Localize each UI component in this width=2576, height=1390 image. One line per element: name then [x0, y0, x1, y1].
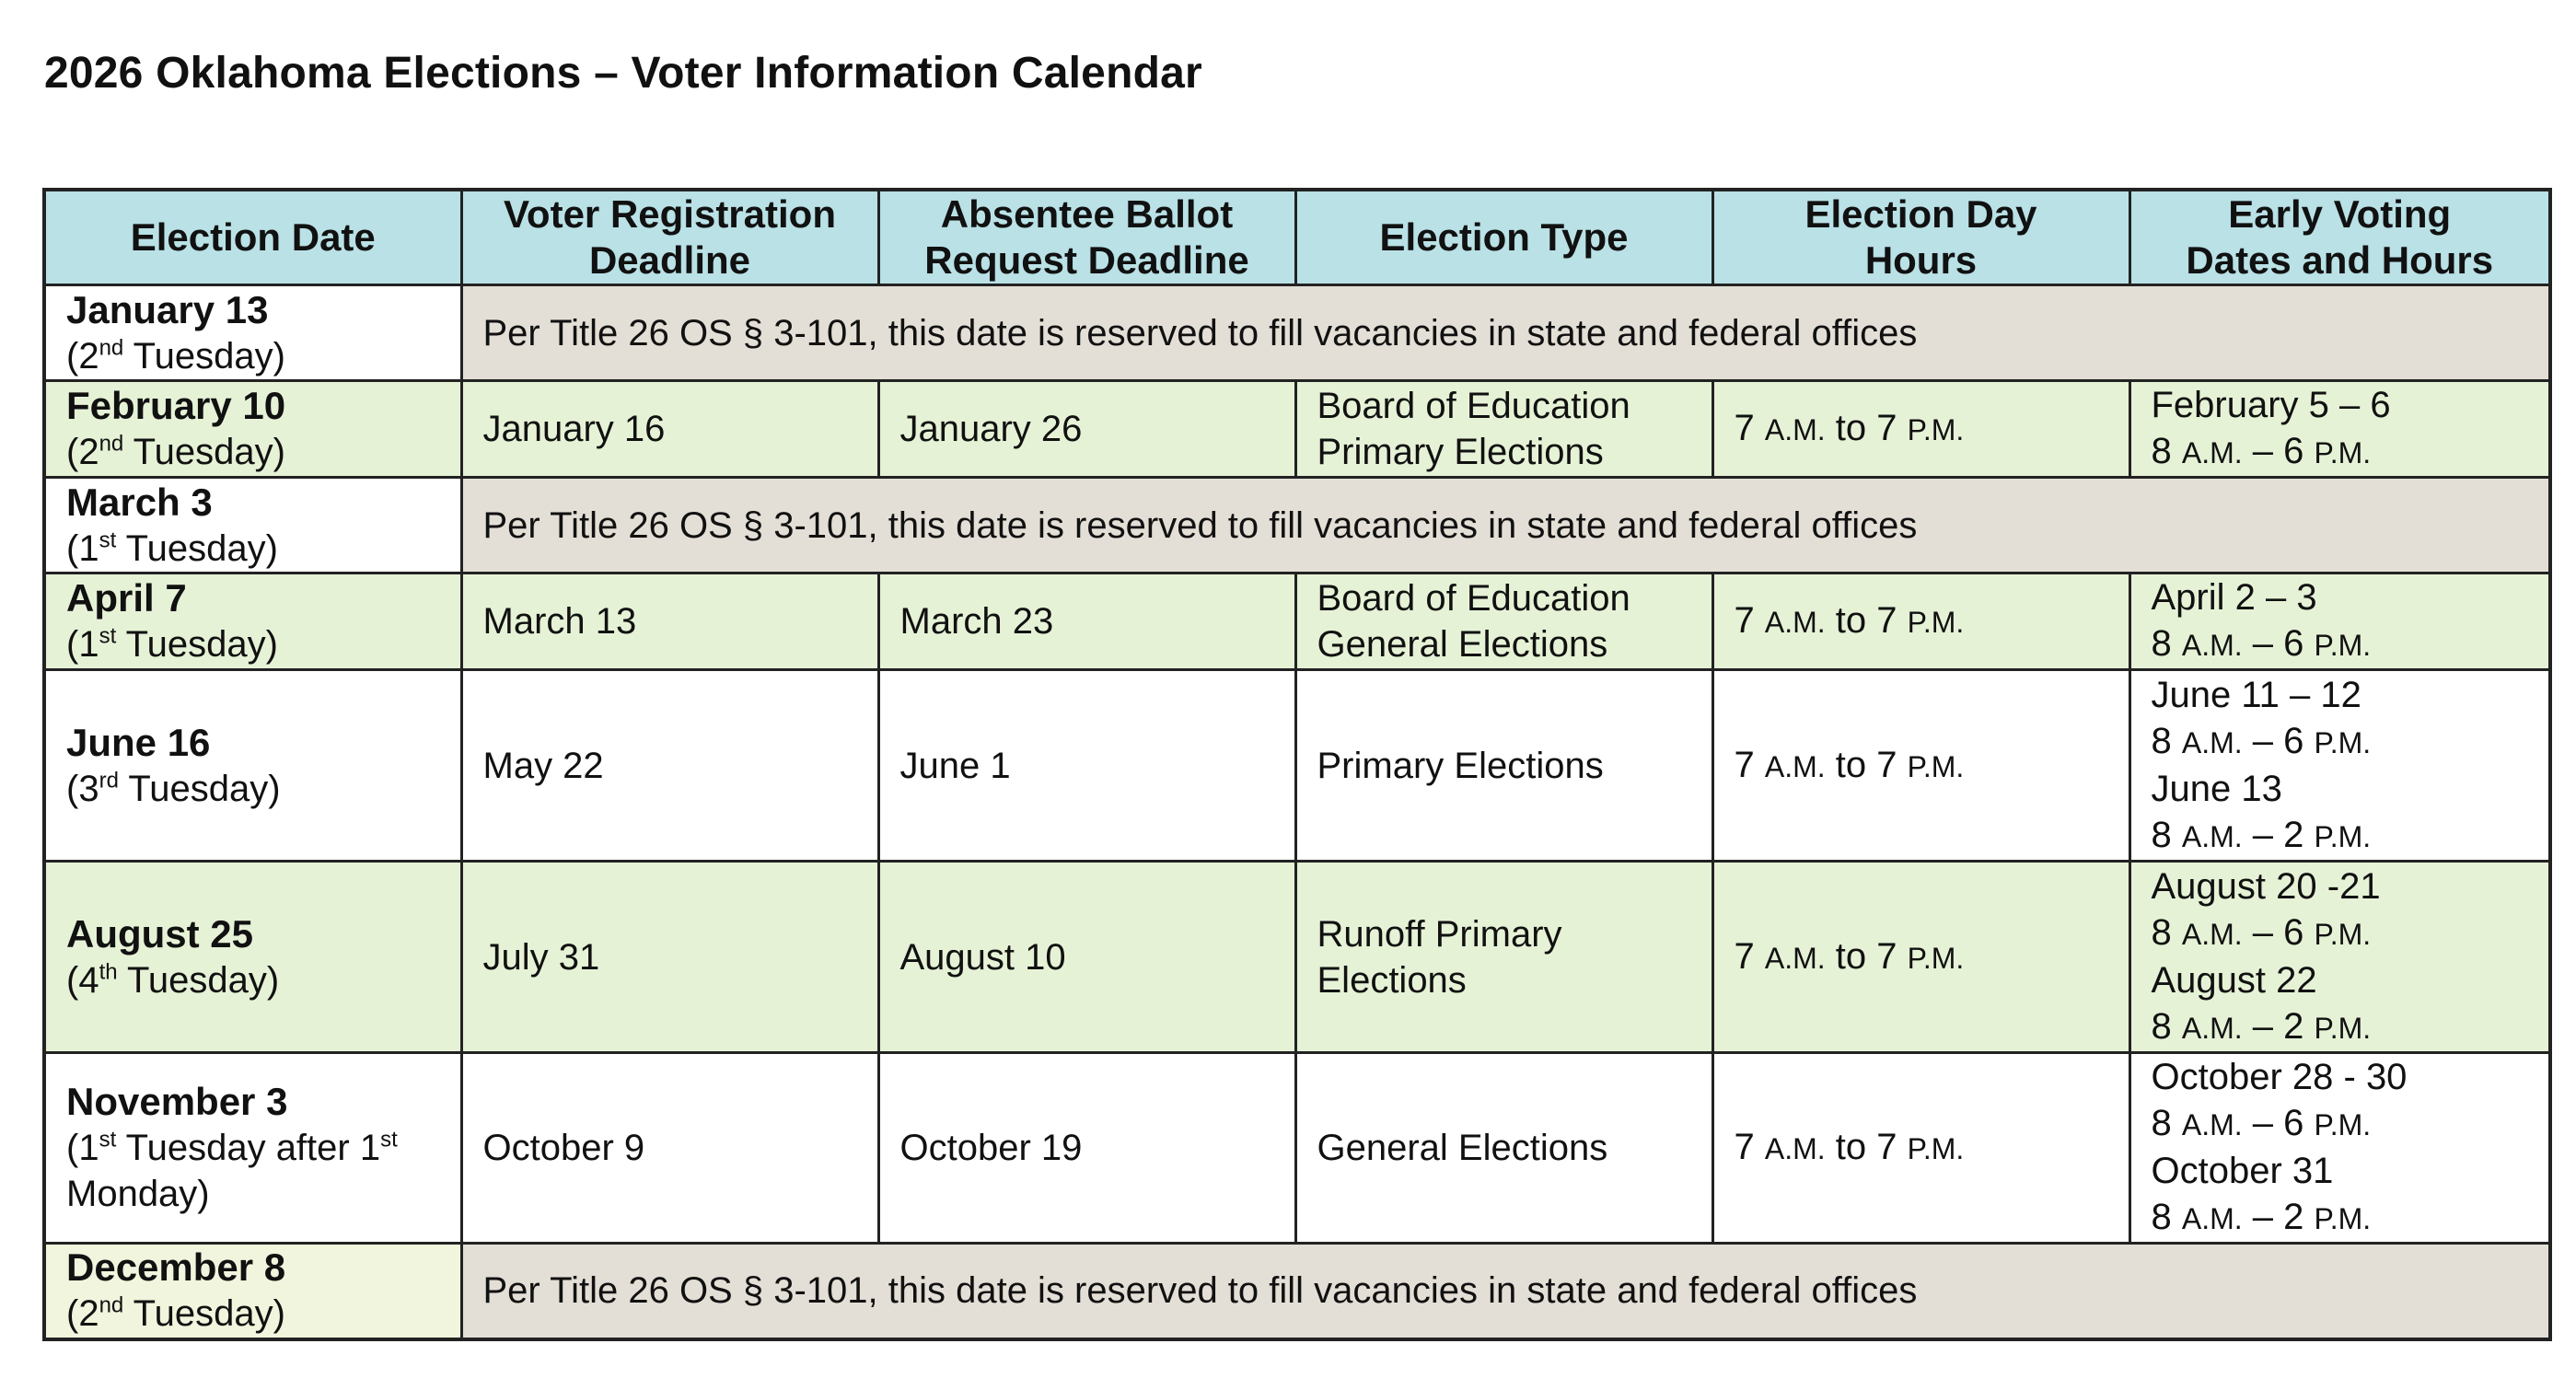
reserved-note: Per Title 26 OS § 3-101, this date is reserved to fill vacancies in state and federal offices — [461, 1244, 2550, 1339]
early-voting: October 28 - 30 8 A.M. – 6 P.M. October 31 8 A.M. – 2 P.M. — [2129, 1053, 2550, 1244]
absentee-request-deadline: June 1 — [878, 670, 1295, 862]
absentee-request-deadline: October 19 — [878, 1053, 1295, 1244]
election-date-cell: March 3 (1st Tuesday) — [44, 478, 461, 573]
absentee-request-deadline: March 23 — [878, 573, 1295, 670]
election-day-hours: 7 A.M. to 7 P.M. — [1712, 1053, 2129, 1244]
table-row — [44, 1053, 2550, 1244]
election-date-cell: December 8 (2nd Tuesday) — [44, 1244, 461, 1339]
election-calendar-table — [42, 188, 2552, 1341]
header-early-voting: Early Voting Dates and Hours — [2129, 190, 2550, 285]
early-voting: April 2 – 3 8 A.M. – 6 P.M. — [2129, 573, 2550, 670]
election-date-cell: April 7 (1st Tuesday) — [44, 573, 461, 670]
election-type: General Elections — [1295, 1053, 1712, 1244]
election-day-hours: 7 A.M. to 7 P.M. — [1712, 573, 2129, 670]
reserved-note: Per Title 26 OS § 3-101, this date is reserved to fill vacancies in state and federal offices — [461, 478, 2550, 573]
election-type: Primary Elections — [1295, 670, 1712, 862]
table-row — [44, 478, 2550, 573]
early-voting: June 11 – 12 8 A.M. – 6 P.M. June 13 8 A.M. – 2 P.M. — [2129, 670, 2550, 862]
header-voter-registration: Voter Registration Deadline — [461, 190, 878, 285]
voter-registration-deadline: October 9 — [461, 1053, 878, 1244]
election-date-cell: June 16 (3rd Tuesday) — [44, 670, 461, 862]
header-election-date: Election Date — [44, 190, 461, 285]
early-voting: August 20 -21 8 A.M. – 6 P.M. August 22 8 A.M. – 2 P.M. — [2129, 862, 2550, 1053]
absentee-request-deadline: January 26 — [878, 381, 1295, 478]
election-type: Runoff Primary Elections — [1295, 862, 1712, 1053]
election-date-cell: January 13 (2nd Tuesday) — [44, 285, 461, 381]
election-day-hours: 7 A.M. to 7 P.M. — [1712, 670, 2129, 862]
voter-registration-deadline: March 13 — [461, 573, 878, 670]
voter-registration-deadline: January 16 — [461, 381, 878, 478]
election-type: Board of Education General Elections — [1295, 573, 1712, 670]
table-row — [44, 1244, 2550, 1339]
reserved-note: Per Title 26 OS § 3-101, this date is reserved to fill vacancies in state and federal offices — [461, 285, 2550, 381]
voter-registration-deadline: May 22 — [461, 670, 878, 862]
table-row — [44, 862, 2550, 1053]
table-row — [44, 381, 2550, 478]
table-row — [44, 670, 2550, 862]
header-election-day-hours: Election Day Hours — [1712, 190, 2129, 285]
table-row — [44, 285, 2550, 381]
voter-registration-deadline: July 31 — [461, 862, 878, 1053]
election-date-cell: November 3 (1st Tuesday after 1st Monday) — [44, 1053, 461, 1244]
early-voting: February 5 – 6 8 A.M. – 6 P.M. — [2129, 381, 2550, 478]
election-date-cell: February 10 (2nd Tuesday) — [44, 381, 461, 478]
election-type: Board of Education Primary Elections — [1295, 381, 1712, 478]
header-row — [44, 190, 2550, 285]
election-day-hours: 7 A.M. to 7 P.M. — [1712, 862, 2129, 1053]
election-date-cell: August 25 (4th Tuesday) — [44, 862, 461, 1053]
table-row — [44, 573, 2550, 670]
header-election-type: Election Type — [1295, 190, 1712, 285]
header-absentee-ballot: Absentee Ballot Request Deadline — [878, 190, 1295, 285]
absentee-request-deadline: August 10 — [878, 862, 1295, 1053]
page-title: 2026 Oklahoma Elections – Voter Information Calendar — [44, 49, 1202, 98]
election-day-hours: 7 A.M. to 7 P.M. — [1712, 381, 2129, 478]
